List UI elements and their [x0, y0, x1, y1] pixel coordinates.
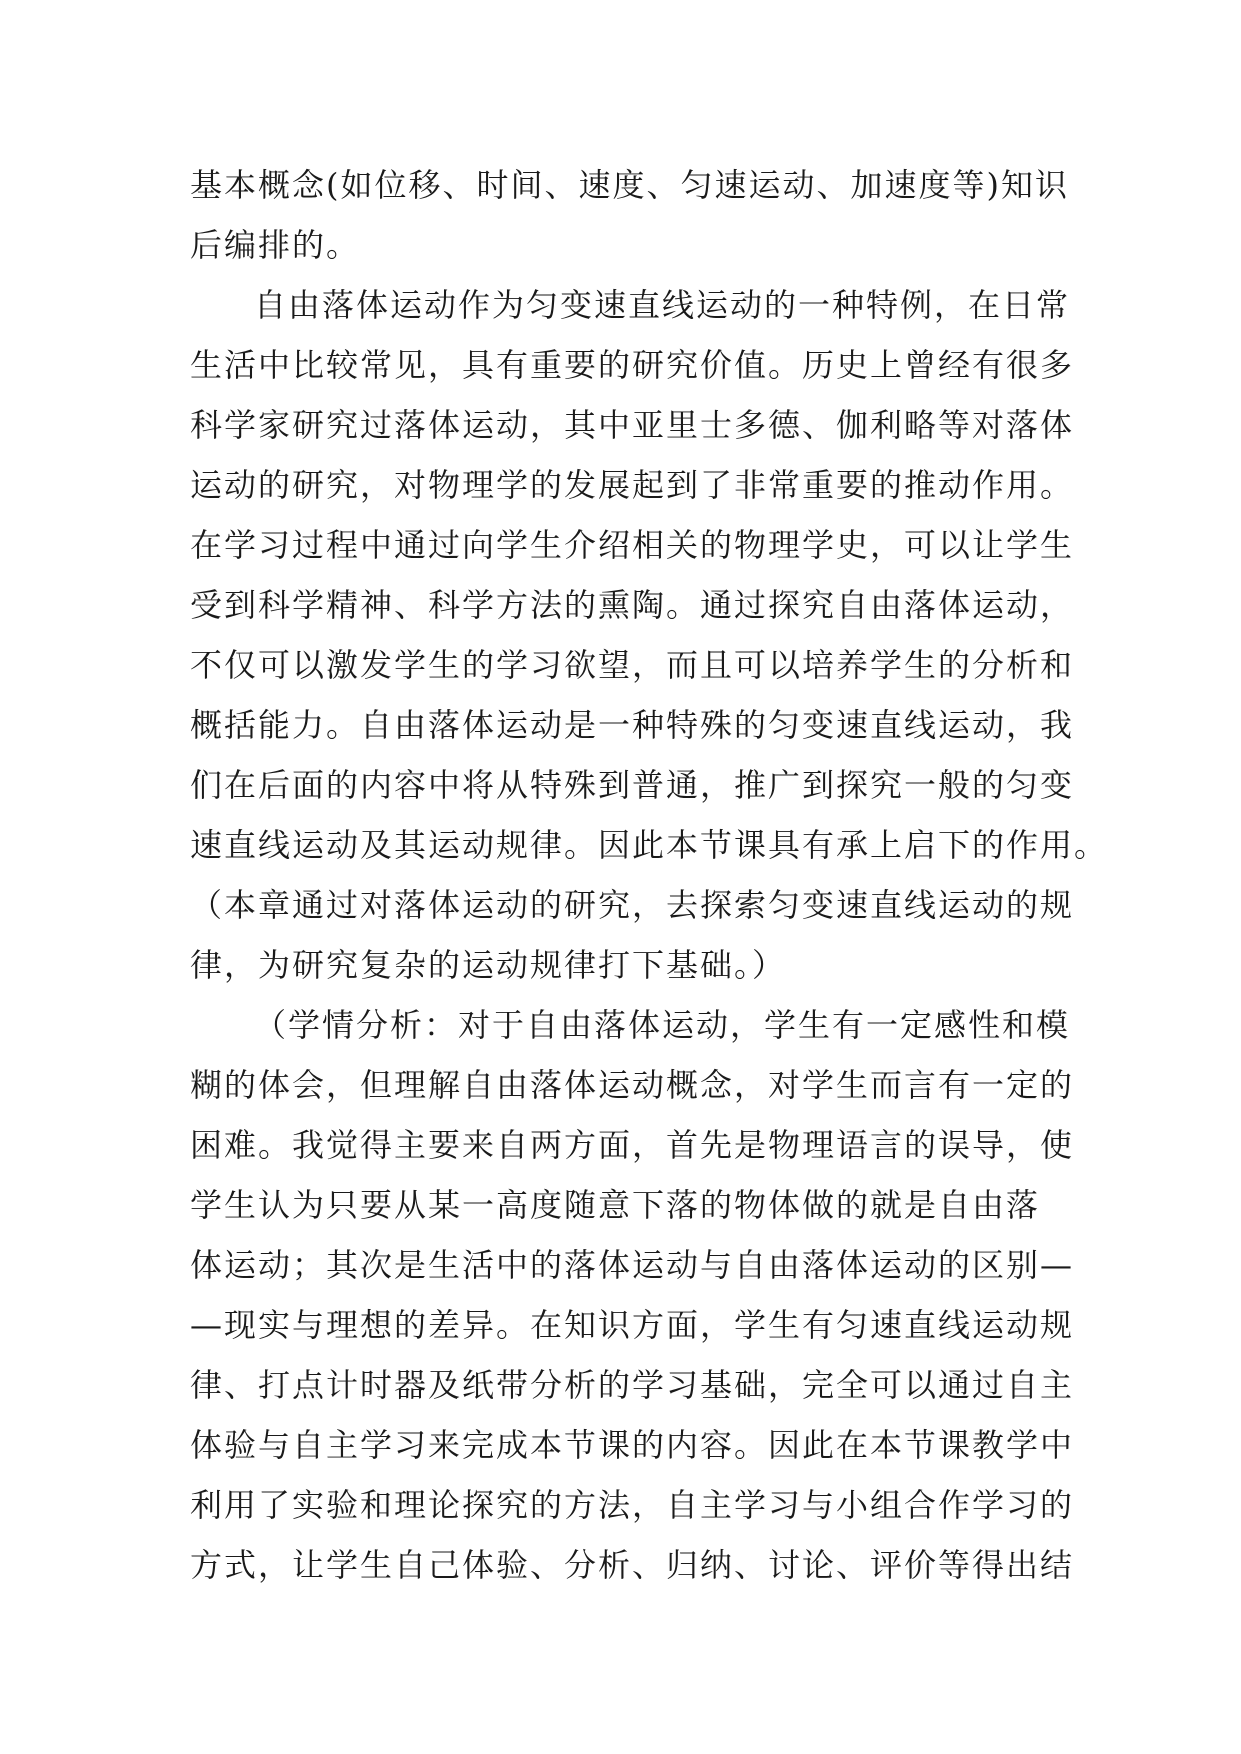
text-line: 科学家研究过落体运动，其中亚里士多德、伽利略等对落体: [190, 406, 1075, 444]
text-line: 学生认为只要从某一高度随意下落的物体做的就是自由落: [190, 1186, 1041, 1224]
text-line: 在学习过程中通过向学生介绍相关的物理学史，可以让学生: [190, 526, 1075, 564]
text-line: 困难。我觉得主要来自两方面，首先是物理语言的误导，使: [190, 1126, 1075, 1164]
text-line: 后编排的。: [190, 226, 361, 264]
text-line: 生活中比较常见，具有重要的研究价值。历史上曾经有很多: [190, 346, 1075, 384]
paragraph-start-line: 自由落体运动作为匀变速直线运动的一种特例，在日常: [254, 286, 1071, 324]
body-text: [190, 155, 1109, 1595]
text-line: 基本概念(如位移、时间、速度、匀速运动、加速度等)知识: [190, 166, 1069, 204]
text-line: 律，为研究复杂的运动规律打下基础。）: [190, 946, 787, 984]
text-line: 方式，让学生自己体验、分析、归纳、讨论、评价等得出结: [190, 1546, 1075, 1584]
paragraph-start-line: （学情分析：对于自由落体运动，学生有一定感性和模: [254, 1006, 1071, 1044]
text-line: 受到科学精神、科学方法的熏陶。通过探究自由落体运动，: [190, 586, 1075, 624]
text-line: 们在后面的内容中将从特殊到普通，推广到探究一般的匀变: [190, 766, 1075, 804]
text-line: 速直线运动及其运动规律。因此本节课具有承上启下的作用。: [190, 826, 1109, 864]
text-line: 糊的体会，但理解自由落体运动概念，对学生而言有一定的: [190, 1066, 1075, 1104]
text-line: 运动的研究，对物理学的发展起到了非常重要的推动作用。: [190, 466, 1075, 504]
text-line: 概括能力。自由落体运动是一种特殊的匀变速直线运动，我: [190, 706, 1075, 744]
text-line: 利用了实验和理论探究的方法，自主学习与小组合作学习的: [190, 1486, 1075, 1524]
text-line: —现实与理想的差异。在知识方面，学生有匀速直线运动规: [190, 1306, 1075, 1344]
text-line: （本章通过对落体运动的研究，去探索匀变速直线运动的规: [190, 886, 1075, 924]
text-line: 体运动；其次是生活中的落体运动与自由落体运动的区别—: [190, 1246, 1075, 1284]
text-line: 不仅可以激发学生的学习欲望，而且可以培养学生的分析和: [190, 646, 1075, 684]
text-line: 体验与自主学习来完成本节课的内容。因此在本节课教学中: [190, 1426, 1075, 1464]
text-line: 律、打点计时器及纸带分析的学习基础，完全可以通过自主: [190, 1366, 1075, 1404]
